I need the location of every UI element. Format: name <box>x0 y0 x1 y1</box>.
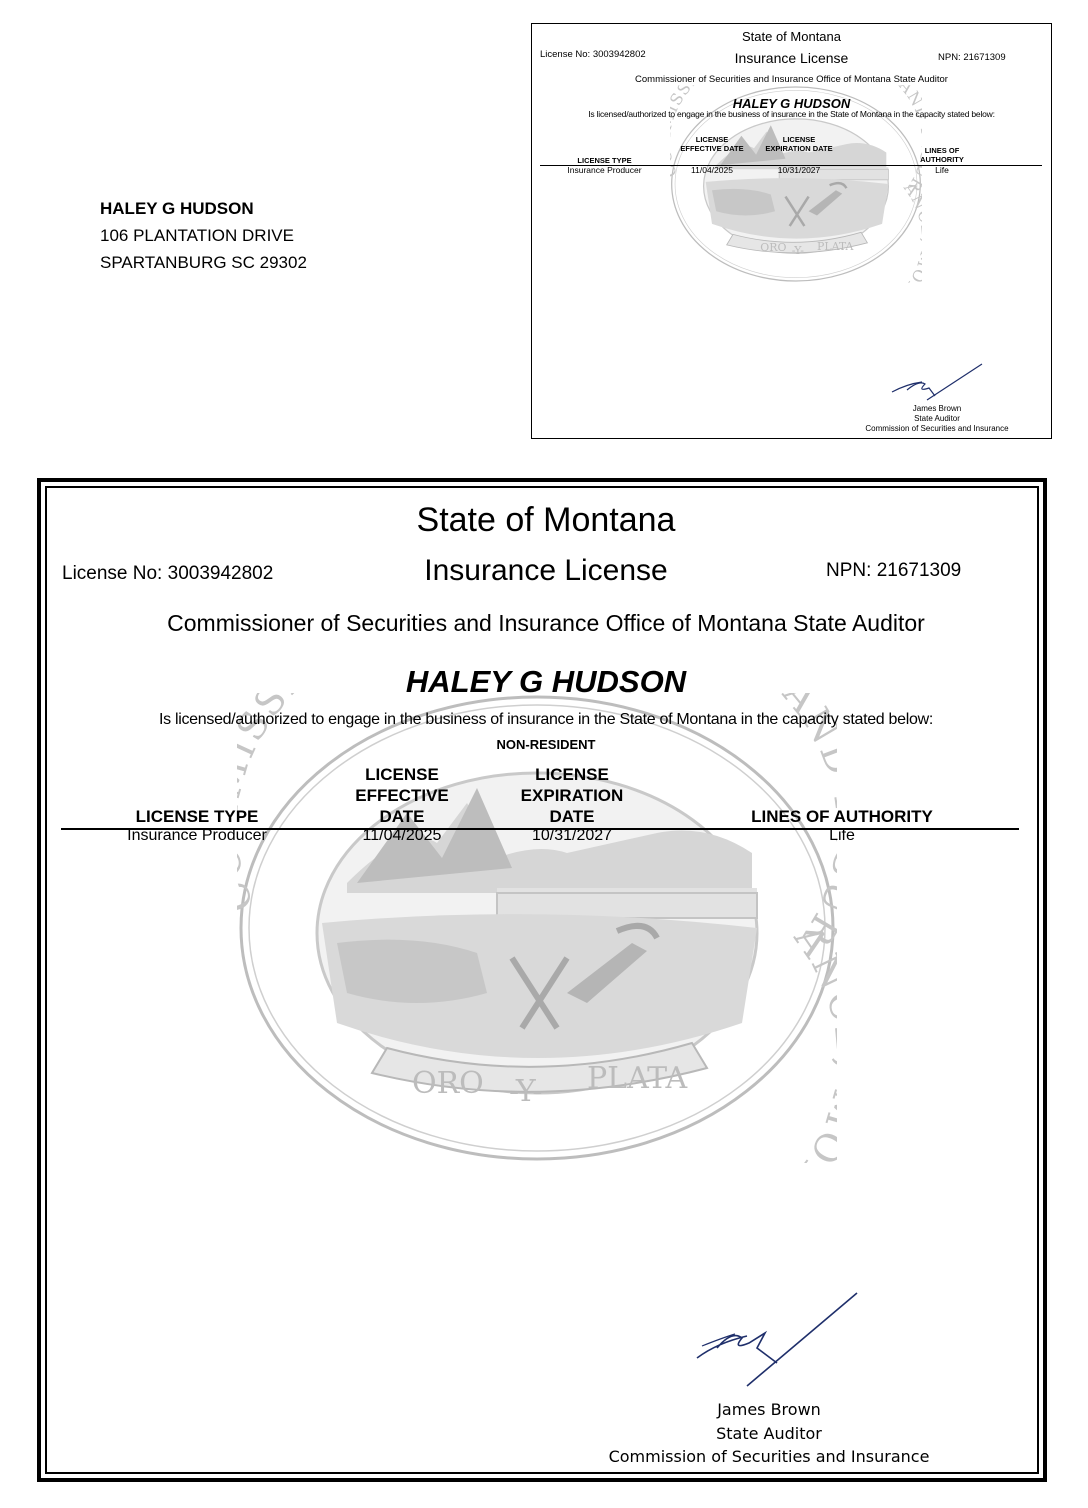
cell-effective-small: 11/04/2025 <box>691 165 733 175</box>
cell-license-type: Insurance Producer <box>127 827 267 844</box>
license-card-small <box>531 23 1052 439</box>
residency-status: NON-RESIDENT <box>496 737 596 752</box>
signatory-block <box>579 1398 959 1469</box>
license-card-large <box>37 478 1047 1482</box>
state-title: State of Montana <box>416 501 676 539</box>
addressee-name: HALEY G HUDSON <box>100 199 254 218</box>
cell-expiration-small: 10/31/2027 <box>777 165 821 175</box>
cell-lines-of-authority: Life <box>829 827 855 844</box>
cell-expiration-date: 10/31/2027 <box>531 827 613 844</box>
seal-motto-right: PLATA <box>587 1061 688 1096</box>
seal-motto-left: ORO <box>412 1066 484 1101</box>
header-license-type: LICENSE TYPE <box>135 807 259 826</box>
header-expiration-date: LICENSE EXPIRATION DATE <box>520 765 624 826</box>
license-number: License No: 3003942802 <box>62 563 274 584</box>
seal-motto-mid: -Y- <box>509 1074 543 1109</box>
issuing-office: Commissioner of Securities and Insurance Office of Montana State Auditor <box>167 610 925 636</box>
header-effective-small: LICENSE EFFECTIVE DATE <box>680 135 744 153</box>
license-card-large-inner <box>45 486 1039 1474</box>
seal-motto-left-small: ORO <box>760 241 787 255</box>
signature-small <box>887 362 987 402</box>
licensee-name-small: HALEY G HUDSON <box>732 96 851 111</box>
header-expiration-small: LICENSE EXPIRATION DATE <box>765 135 833 153</box>
cell-loa-small: Life <box>935 165 949 175</box>
seal-motto-mid-small: -Y- <box>791 244 804 258</box>
statement-small: Is licensed/authorized to engage in the business of insurance in the State of Montana in the capacity stated below: <box>588 109 995 119</box>
signatory-organization: Commission of Securities and Insurance <box>608 1447 930 1466</box>
document-title-small: Insurance License <box>734 50 849 66</box>
cell-license-type-small: Insurance Producer <box>567 165 642 175</box>
header-loa-small: LINES OF AUTHORITY <box>920 146 964 164</box>
document-title: Insurance License <box>424 554 668 587</box>
header-license-type-small: LICENSE TYPE <box>577 156 632 165</box>
mailing-address <box>100 195 307 276</box>
issuing-office-small: Commissioner of Securities and Insurance Office of Montana State Auditor <box>635 74 948 85</box>
npn-small: NPN: 21671309 <box>938 52 1006 63</box>
address-street: 106 PLANTATION DRIVE <box>100 226 294 245</box>
npn-number: NPN: 21671309 <box>826 560 962 581</box>
seal-motto-right-small: PLATA <box>817 239 854 253</box>
header-effective-date: LICENSE EFFECTIVE DATE <box>355 765 449 826</box>
authorization-statement: Is licensed/authorized to engage in the business of insurance in the State of Montana in the capacity stated below: <box>158 711 934 728</box>
signatory-title: State Auditor <box>716 1423 822 1443</box>
header-lines-of-authority: LINES OF AUTHORITY <box>751 807 933 826</box>
signature <box>687 1288 867 1388</box>
signatory-name: James Brown <box>717 1400 821 1419</box>
cell-effective-date: 11/04/2025 <box>362 827 442 844</box>
signatory-small: James Brown State Auditor Commission of Securities and Insurance <box>865 404 1009 433</box>
state-title-small: State of Montana <box>741 29 841 44</box>
address-city-state-zip: SPARTANBURG SC 29302 <box>100 253 307 272</box>
license-number-small: License No: 3003942802 <box>540 49 646 60</box>
licensee-name: HALEY G HUDSON <box>405 664 687 699</box>
